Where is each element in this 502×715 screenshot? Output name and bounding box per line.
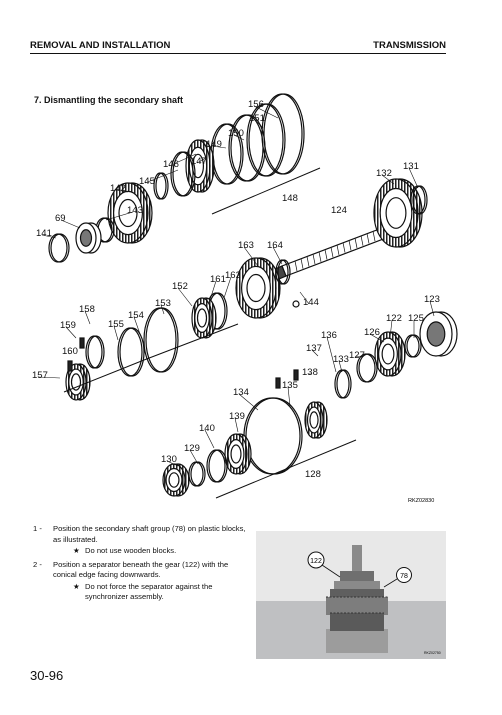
part-label: 147 (191, 156, 207, 167)
part-label: 128 (305, 469, 321, 480)
part-label: 126 (364, 327, 380, 338)
part-label: 164 (267, 240, 283, 251)
step-note (53, 546, 247, 557)
secondary-shaft (275, 228, 386, 279)
bracket-152 (64, 324, 238, 392)
gear (192, 298, 216, 338)
figure-code: RKZ02830 (408, 498, 435, 504)
section-title: 7. Dismantling the secondary shaft (34, 95, 184, 105)
part-label: 122 (386, 313, 402, 324)
part-label: 138 (302, 367, 318, 378)
header-left: REMOVAL AND INSTALLATION (30, 40, 171, 51)
part-label: 136 (321, 330, 337, 341)
bearing (76, 223, 101, 253)
gear (305, 402, 327, 438)
part-label: 156 (248, 99, 264, 110)
part-label: 150 (228, 128, 244, 139)
part-label: 127 (349, 350, 365, 361)
ring (189, 462, 205, 486)
ring (335, 370, 351, 398)
gear (163, 464, 189, 496)
gear (225, 434, 251, 474)
header-right: TRANSMISSION (373, 40, 446, 51)
note-star-icon: ★ (73, 546, 80, 555)
step-text: Position a separator beneath the gear (122) with the conical edge facing downwards. (53, 559, 229, 579)
part-label: 145 (139, 176, 155, 187)
part-label: 149 (206, 139, 222, 150)
bracket-148 (212, 168, 320, 214)
part-label: 161 (210, 274, 226, 285)
shaft-photo (256, 531, 446, 659)
step-2 (33, 560, 247, 603)
ring (144, 308, 178, 372)
instruction-steps (33, 524, 247, 606)
part-label: 132 (376, 168, 392, 179)
exploded-view-diagram (20, 88, 490, 520)
part-label: 130 (161, 454, 177, 465)
part-label: 158 (79, 304, 95, 315)
part-label: 163 (238, 240, 254, 251)
part-label: 131 (403, 161, 419, 172)
part-label: 143 (127, 205, 143, 216)
part-label: 154 (128, 310, 144, 321)
bearing (420, 312, 457, 356)
ring (86, 336, 104, 368)
step-note (53, 582, 247, 603)
ring (207, 450, 227, 482)
part-label: 125 (408, 313, 424, 324)
step-number: 2 - (33, 559, 42, 569)
part-label: 141 (36, 228, 52, 239)
gear (236, 258, 280, 318)
part-label: 142 (110, 183, 126, 194)
photo-code: RKZ02750 (424, 651, 441, 655)
part-label: 160 (62, 346, 78, 357)
ring (49, 234, 69, 262)
part-label: 140 (199, 423, 215, 434)
ring (244, 398, 302, 474)
part-label: 134 (233, 387, 249, 398)
part-label: 153 (155, 298, 171, 309)
page-number: 30-96 (30, 668, 64, 683)
ring (405, 335, 421, 357)
part-label: 144 (303, 297, 319, 308)
part-label: 155 (108, 319, 124, 330)
part-label: 162 (225, 270, 241, 281)
part-label: 124 (331, 205, 347, 216)
photo-callout-122: 122 (310, 558, 322, 565)
note-star-icon: ★ (73, 581, 80, 591)
photo-callout-78: 78 (400, 573, 408, 580)
header-rule (30, 53, 446, 54)
note-text: Do not force the separator against the synchronizer assembly. (85, 581, 213, 601)
note-text: Do not use wooden blocks. (85, 546, 177, 555)
part-label: 123 (424, 294, 440, 305)
part-label: 137 (306, 343, 322, 354)
part-label: 148 (282, 193, 298, 204)
part-label: 152 (172, 281, 188, 292)
part-label: 146 (163, 159, 179, 170)
part-label: 159 (60, 320, 76, 331)
part-label: 135 (282, 380, 298, 391)
step-text: Position the secondary shaft group (78) on plastic blocks, as illustrated. (53, 524, 246, 544)
part-label: 129 (184, 443, 200, 454)
part-label: 157 (32, 370, 48, 381)
step-1 (33, 524, 247, 557)
part-label: 69 (55, 213, 66, 224)
part-label: 133 (333, 354, 349, 365)
gear (375, 332, 405, 376)
part-label: 139 (229, 411, 245, 422)
step-number: 1 - (33, 524, 42, 533)
part-label: 151 (249, 113, 265, 124)
